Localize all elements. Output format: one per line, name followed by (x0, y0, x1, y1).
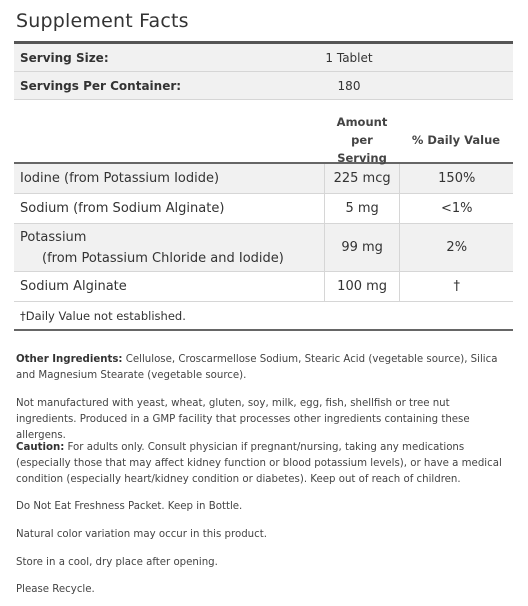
serving-size-value: 1 Tablet (325, 50, 373, 65)
recycle-note: Please Recycle. (16, 584, 95, 595)
servings-per-container-value: 180 (337, 78, 361, 93)
nutrient-name: Sodium (from Sodium Alginate) (20, 201, 225, 216)
allergen-notice: Not manufactured with yeast, wheat, gluten, soy, milk, egg, fish, shellfish or tree nut ingredients. Produced in a GMP facility that processes other ingredients containing these allergens. (16, 398, 470, 441)
other-ingredients (16, 352, 506, 384)
other-ingredients-label: Other Ingredients: (16, 354, 123, 365)
nutrient-row (14, 194, 513, 224)
divider (14, 329, 513, 331)
nutrient-name: Iodine (from Potassium Iodide) (20, 171, 220, 186)
amount-per-serving-header (325, 113, 399, 167)
nutrient-row (14, 272, 513, 302)
nutrient-daily-value: 2% (399, 224, 513, 271)
caution-text: For adults only. Consult physician if pregnant/nursing, taking any medications (especially those that may affect kidney function or blood potassium levels), or have a medical condition (especially heart/kidney condition or diabetes). Keep out of reach of children. (16, 442, 502, 485)
nutrient-amount: 100 mg (324, 272, 400, 301)
nutrient-row (14, 224, 513, 272)
footnote: †Daily Value not established. (20, 308, 186, 323)
page-title: Supplement Facts (16, 10, 189, 32)
nutrient-amount: 225 mcg (324, 164, 400, 193)
nutrient-amount: 99 mg (324, 224, 400, 271)
caution (16, 440, 506, 488)
column-header-row (14, 115, 513, 165)
nutrient-amount: 5 mg (324, 194, 400, 223)
spacer (14, 100, 513, 118)
nutrient-source: (from Potassium Chloride and Iodide) (42, 250, 284, 266)
servings-per-container-row (14, 72, 513, 100)
other-ingredients-text: Cellulose, Croscarmellose Sodium, Stearic Acid (vegetable source), Silica and Magnesium Stearate (vegetable source). (16, 354, 498, 381)
amount-header-line1: Amount per (336, 115, 388, 147)
nutrient-daily-value: † (399, 272, 513, 301)
color-variation-note: Natural color variation may occur in this product. (16, 529, 267, 540)
serving-size-label: Serving Size: (20, 50, 109, 65)
caution-label: Caution: (16, 442, 65, 453)
supplement-facts-table (14, 41, 513, 331)
nutrient-name-block (14, 227, 324, 269)
freshness-note: Do Not Eat Freshness Packet. Keep in Bottle. (16, 501, 243, 512)
nutrient-name: Potassium (20, 229, 87, 245)
amount-header-line2: Serving (337, 151, 387, 165)
nutrient-name: Sodium Alginate (20, 279, 127, 294)
servings-per-container-label: Servings Per Container: (20, 78, 182, 93)
storage-note: Store in a cool, dry place after opening. (16, 557, 218, 568)
nutrient-row (14, 164, 513, 194)
nutrient-daily-value: 150% (399, 164, 513, 193)
daily-value-header: % Daily Value (411, 133, 501, 147)
nutrient-daily-value: <1% (399, 194, 513, 223)
serving-size-row (14, 44, 513, 72)
